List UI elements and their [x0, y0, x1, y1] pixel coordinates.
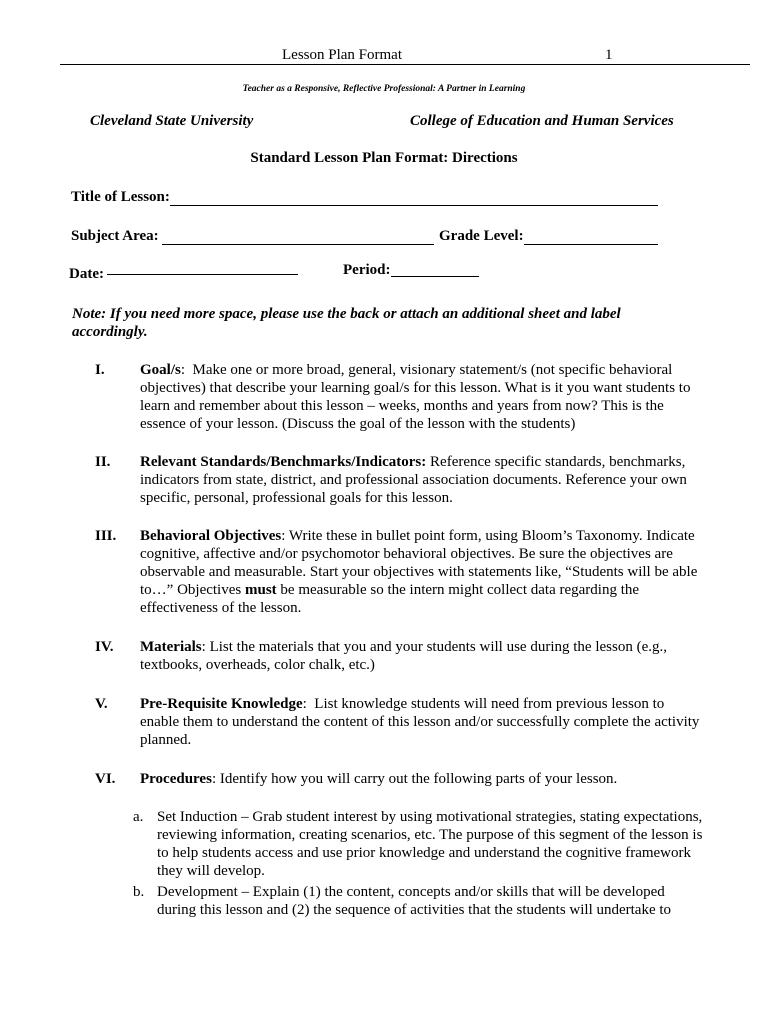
section-text: Make one or more broad, general, visionary statement/s (not specific behavioral objectives) that describe your learning goal/s for this lesson. What is it you want students to learn and remember about this lesson – weeks, months and years from now? This is the essence of your lesson. (Discuss the goal of the lesson with the students) — [140, 362, 691, 432]
procedure-text: Development – Explain (1) the content, concepts and/or skills that will be developed during this lesson and (2) the sequence of activities that the students will undertake to — [157, 884, 672, 918]
subject-area-field[interactable] — [162, 244, 434, 245]
section-procedures: VI. Procedures: Identify how you will carry out the following parts of your lesson. — [95, 771, 618, 787]
section-number: II. — [95, 454, 111, 470]
section-text: Reference specific standards, benchmarks, indicators from state, district, and professional association documents. Reference your own specific, personal, professional goals for this lesson. — [140, 454, 687, 506]
page-number: 1 — [605, 47, 613, 63]
section-number: I. — [95, 362, 105, 378]
running-header-title: Lesson Plan Format — [282, 47, 402, 63]
motto: Teacher as a Responsive, Reflective Professional: A Partner in Learning — [242, 84, 526, 94]
grade-level-field[interactable] — [524, 244, 658, 245]
date-field[interactable] — [107, 274, 298, 275]
title-of-lesson-field[interactable] — [170, 205, 658, 206]
procedure-development — [133, 883, 703, 919]
section-materials: IV. Materials: List the materials that you and your students will use during the lesson (e.g., textbooks, overheads, color chalk, etc.) — [95, 639, 667, 673]
college-name: College of Education and Human Services — [410, 113, 674, 129]
section-behavioral-objectives: III. Behavioral Objectives: Write these in bullet point form, using Bloom’s Taxonomy. Indicate cognitive, affective and/or psychomotor behavioral objectives. Be sure the objectives are observable and measurable. Start your objectives with statements like, “Students will be able to…” Objectives must be measurable so the intern might collect data regarding the effectiveness of the lesson. — [95, 528, 698, 616]
emphasis-must: must — [244, 582, 277, 598]
section-standards — [95, 453, 705, 507]
section-prerequisite-knowledge: V. Pre-Requisite Knowledge: List knowledge students will need from previous lesson to enable them to understand the content of this lesson and/or successfully complete the activity planned. — [95, 696, 700, 748]
header-divider — [60, 64, 750, 65]
list-letter: a. — [133, 809, 144, 825]
list-letter: b. — [133, 884, 145, 900]
section-text: List knowledge students will need from previous lesson to enable them to understand the content of this lesson and/or successfully complete the activity planned. — [140, 696, 700, 748]
university-name: Cleveland State University — [90, 113, 254, 129]
document-title: Standard Lesson Plan Format: Directions — [250, 150, 518, 166]
section-heading: Materials — [140, 639, 202, 655]
procedure-text: Set Induction – Grab student interest by using motivational strategies, stating expectations, reviewing information, creating scenarios, etc. The purpose of this segment of the lesson is to help students access and use prior knowledge and understand the cognitive framework they will develop. — [157, 809, 703, 879]
grade-level-label: Grade Level: — [439, 228, 524, 244]
period-label: Period: — [343, 262, 391, 278]
period-field[interactable] — [391, 276, 479, 277]
subject-area-label: Subject Area: — [71, 228, 159, 244]
date-label: Date: — [69, 266, 104, 282]
section-number: III. — [95, 528, 117, 544]
section-number: IV. — [95, 639, 114, 655]
section-text: Write these in bullet point form, using Bloom’s Taxonomy. Indicate cognitive, affective and/or psychomotor behavioral objectives. Be sure the objectives are observable and measurable. Start your objectives with statements like, “Students will be able to…” Objectives — [140, 528, 698, 598]
section-text-continued: be measurable so the intern might collect data regarding the effectiveness of the lesson. — [140, 582, 640, 616]
section-text: Identify how you will carry out the following parts of your lesson. — [219, 771, 618, 787]
section-heading: Procedures — [140, 771, 212, 787]
procedure-set-induction — [133, 808, 703, 880]
section-goals: I. Goal/s: Make one or more broad, general, visionary statement/s (not specific behavioral objectives) that describe your learning goal/s for this lesson. What is it you want students to learn and remember about this lesson – weeks, months and years from now? This is the essence of your lesson. (Discuss the goal of the lesson with the students) — [95, 362, 691, 432]
title-of-lesson-label: Title of Lesson: — [71, 189, 170, 205]
section-heading: Pre-Requisite Knowledge — [140, 696, 303, 712]
section-number: V. — [95, 696, 108, 712]
section-number: VI. — [95, 771, 116, 787]
section-heading: Goal/s — [140, 362, 181, 378]
section-text: List the materials that you and your students will use during the lesson (e.g., textbooks, overheads, color chalk, etc.) — [140, 639, 667, 673]
section-heading: Behavioral Objectives — [140, 528, 282, 544]
section-heading: Relevant Standards/Benchmarks/Indicators: — [140, 454, 427, 470]
note: Note: If you need more space, please use the back or attach an additional sheet and label accordingly. — [72, 306, 621, 340]
